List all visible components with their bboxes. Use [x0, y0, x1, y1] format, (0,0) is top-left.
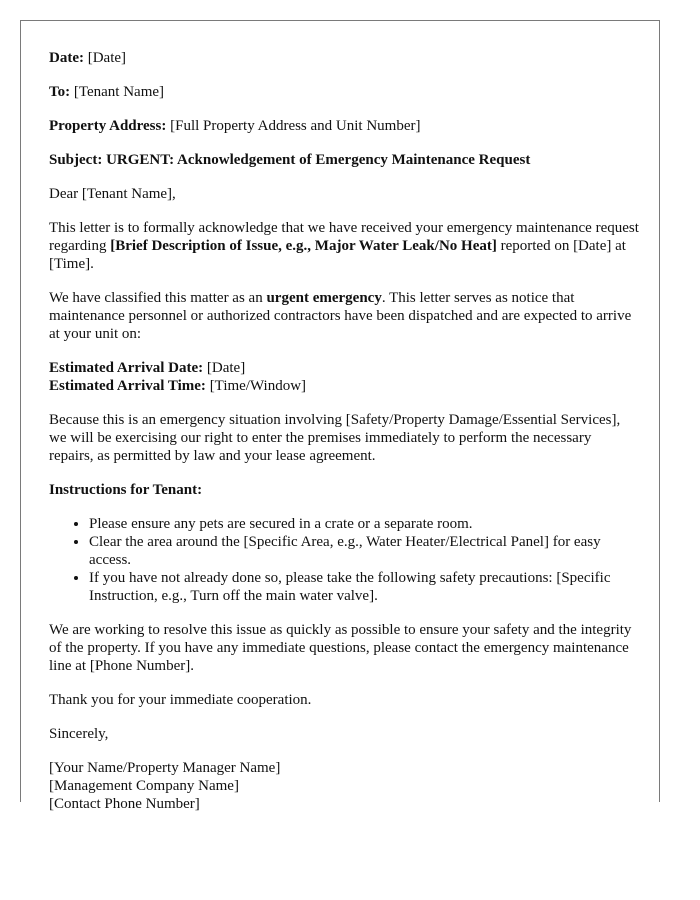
instructions-heading	[49, 481, 639, 499]
arrival-date-value: [Date]	[206, 360, 246, 376]
signature-block	[49, 759, 639, 813]
subject-line	[49, 151, 639, 169]
date-value: [Date]	[87, 50, 127, 66]
list-item: • Clear the area around the [Specific Area, e.g., Water Heater/Electrical Panel] for easy access.	[89, 533, 639, 569]
to-line	[49, 83, 639, 101]
list-item: • If you have not already done so, please take the following safety precautions: [Specific Instruction, e.g., Turn off the main water valve].	[89, 569, 639, 605]
instructions-heading-text: Instructions for Tenant:	[49, 482, 203, 498]
signature-company: [Management Company Name]	[49, 778, 239, 794]
paragraph-thanks: Thank you for your immediate cooperation.	[49, 692, 312, 708]
address-label: Property Address:	[49, 118, 167, 134]
p2-text-b: . This letter serves as notice that maintenance personnel or authorized contractors have been dispatched and are expected to arrive at your unit on:	[49, 290, 632, 342]
subject-text: Subject: URGENT: Acknowledgement of Emergency Maintenance Request	[49, 152, 531, 168]
arrival-time-value: [Time/Window]	[209, 378, 307, 394]
signature-phone: [Contact Phone Number]	[49, 796, 200, 812]
p1-text-a: This letter is to formally acknowledge that we have received your emergency maintenance request regarding	[49, 220, 639, 254]
paragraph-resolution: We are working to resolve this issue as quickly as possible to ensure your safety and the integrity of the property. If you have any immediate questions, please contact the emergency maintenance line at [Phone Number].	[49, 622, 632, 674]
list-item: • Please ensure any pets are secured in a crate or a separate room.	[89, 515, 639, 533]
arrival-date-label: Estimated Arrival Date:	[49, 360, 204, 376]
letter-page	[20, 20, 660, 812]
p1-issue-description: [Brief Description of Issue, e.g., Major Water Leak/No Heat]	[110, 238, 497, 254]
instructions-list	[49, 515, 639, 605]
address-line	[49, 117, 639, 135]
arrival-block	[49, 359, 639, 395]
paragraph-entry-notice: Because this is an emergency situation involving [Safety/Property Damage/Essential Services], we will be exercising our right to enter the premises immediately to perform the necessary repairs, as permitted by law and your lease agreement.	[49, 412, 621, 464]
paragraph-acknowledgement	[49, 219, 639, 273]
date-label: Date:	[49, 50, 84, 66]
arrival-time-label: Estimated Arrival Time:	[49, 378, 206, 394]
to-value: [Tenant Name]	[73, 84, 165, 100]
signature-name: [Your Name/Property Manager Name]	[49, 760, 281, 776]
paragraph-classification	[49, 289, 639, 343]
address-value: [Full Property Address and Unit Number]	[170, 118, 421, 134]
p1-text-b: reported on [Date] at [Time].	[49, 238, 626, 272]
greeting: Dear [Tenant Name],	[49, 186, 176, 202]
p2-text-a: We have classified this matter as an	[49, 290, 267, 306]
closing: Sincerely,	[49, 726, 109, 742]
letter-body	[49, 49, 639, 829]
to-label: To:	[49, 84, 71, 100]
date-line	[49, 49, 639, 67]
p2-urgent-emergency: urgent emergency	[266, 290, 382, 306]
